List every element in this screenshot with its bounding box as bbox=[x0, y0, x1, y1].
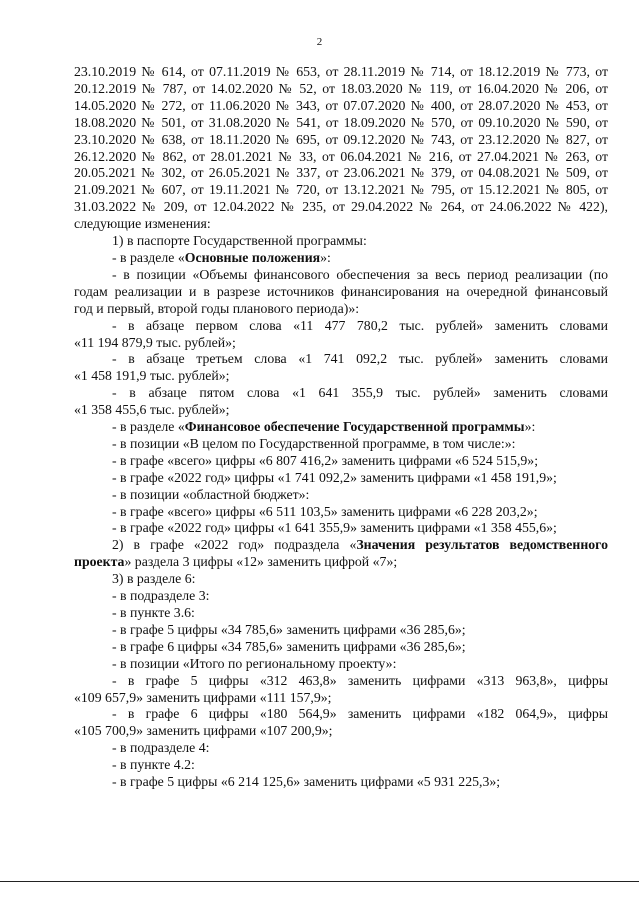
fin-line: - в графе «всего» цифры «6 511 103,5» заменить цифрами «6 228 203,2»; bbox=[112, 503, 538, 519]
abzac-3-line: «1 458 191,9 тыс. рублей»; bbox=[74, 368, 230, 384]
intro-line: 23.10.2019 № 614, от 07.11.2019 № 653, от 28.11.2019 № 714, от 18.12.2019 № 773, от bbox=[74, 64, 608, 79]
document-body bbox=[74, 64, 608, 791]
fin-line: - в графе «2022 год» цифры «1 641 355,9» заменить цифрами «1 358 455,6»; bbox=[112, 520, 557, 536]
abzac-5-line: - в абзаце пятом слова «1 641 355,9 тыс. рублей» заменить словами bbox=[112, 385, 608, 401]
item-3-line: - в графе 5 цифры «34 785,6» заменить цифрами «36 285,6»; bbox=[112, 621, 466, 637]
item-3-tail-line: - в подразделе 4: bbox=[112, 740, 210, 756]
abzac-3-line: - в абзаце третьем слова «1 741 092,2 тыс. рублей» заменить словами bbox=[112, 351, 608, 367]
page-number: 2 bbox=[316, 36, 323, 48]
total-5-line: «109 657,9» заменить цифрами «111 157,9»; bbox=[74, 689, 332, 705]
item-2-line: 2) в графе «2022 год» подраздела «Значения результатов ведомственного bbox=[112, 537, 608, 553]
item-3-line: 3) в разделе 6: bbox=[112, 571, 196, 587]
funding-volume-line: годам реализации и в разрезе источников финансирования на очередной финансовый bbox=[74, 283, 608, 299]
section-fin-line: - в разделе «Финансовое обеспечение Государственной программы»: bbox=[112, 419, 536, 435]
fin-line: - в графе «2022 год» цифры «1 741 092,2» заменить цифрами «1 458 191,9»; bbox=[112, 469, 557, 485]
abzac-5-line: «1 358 455,6 тыс. рублей»; bbox=[74, 402, 230, 418]
item-2-bold: проекта bbox=[74, 554, 125, 570]
item-2-bold: Значения результатов ведомственного bbox=[356, 537, 608, 553]
item-2-line: проекта» раздела 3 цифры «12» заменить цифрой «7»; bbox=[74, 554, 398, 570]
item-3-line: - в позиции «Итого по региональному проекту»: bbox=[112, 655, 397, 671]
section-main-line: - в разделе «Основные положения»: bbox=[112, 249, 331, 265]
abzac-1-line: - в абзаце первом слова «11 477 780,2 тыс. рублей» заменить словами bbox=[112, 317, 608, 333]
intro-line: 23.10.2020 № 638, от 18.11.2020 № 695, от 09.12.2020 № 743, от 23.12.2020 № 827, от bbox=[74, 131, 608, 147]
total-6-line: «105 700,9» заменить цифрами «107 200,9»; bbox=[74, 723, 333, 739]
item-3-line: - в пункте 3.6: bbox=[112, 605, 195, 620]
fin-line: - в позиции «В целом по Государственной программе, в том числе:»: bbox=[112, 435, 516, 451]
intro-line: 18.08.2020 № 501, от 31.08.2020 № 541, от 18.09.2020 № 570, от 09.10.2020 № 590, от bbox=[74, 114, 608, 130]
total-6-line: - в графе 6 цифры «180 564,9» заменить цифрами «182 064,9», цифры bbox=[112, 706, 608, 722]
intro-line: 14.05.2020 № 272, от 11.06.2020 № 343, от 07.07.2020 № 400, от 28.07.2020 № 453, от bbox=[74, 97, 608, 113]
item-3-line: - в графе 6 цифры «34 785,6» заменить цифрами «36 285,6»; bbox=[112, 638, 466, 654]
abzac-1-line: «11 194 879,9 тыс. рублей»; bbox=[74, 334, 236, 350]
intro-line: 26.12.2020 № 862, от 28.01.2021 № 33, от 06.04.2021 № 216, от 27.04.2021 № 263, от bbox=[74, 148, 608, 164]
item-1: 1) в паспорте Государственной программы: bbox=[112, 233, 367, 249]
changes-heading: следующие изменения: bbox=[74, 216, 211, 232]
item-3-tail-line: - в графе 5 цифры «6 214 125,6» заменить цифрами «5 931 225,3»; bbox=[112, 774, 501, 790]
item-3-tail-line: - в пункте 4.2: bbox=[112, 757, 195, 773]
intro-line: 21.09.2021 № 607, от 19.11.2021 № 720, от 13.12.2021 № 795, от 15.12.2021 № 805, от bbox=[74, 182, 608, 198]
total-5-line: - в графе 5 цифры «312 463,8» заменить цифрами «313 963,8», цифры bbox=[112, 672, 608, 688]
fin-line: - в графе «всего» цифры «6 807 416,2» заменить цифрами «6 524 515,9»; bbox=[112, 452, 539, 468]
funding-volume-line: год и первый, второй годы планового периода)»: bbox=[74, 300, 360, 316]
item-3-line: - в подразделе 3: bbox=[112, 588, 210, 604]
intro-line: 20.12.2019 № 787, от 14.02.2020 № 52, от 18.03.2020 № 119, от 16.04.2020 № 206, от bbox=[74, 80, 608, 96]
fin-line: - в позиции «областной бюджет»: bbox=[112, 486, 310, 502]
intro-line: 31.03.2022 № 209, от 12.04.2022 № 235, от 29.04.2022 № 264, от 24.06.2022 № 422), bbox=[74, 199, 608, 215]
section-main-title: Основные положения bbox=[184, 249, 321, 265]
section-fin-title: Финансовое обеспечение Государственной программы bbox=[184, 419, 525, 435]
funding-volume-line: - в позиции «Объемы финансового обеспечения за весь период реализации (по bbox=[112, 266, 608, 282]
bottom-divider bbox=[0, 881, 639, 882]
intro-line: 20.05.2021 № 302, от 26.05.2021 № 337, от 23.06.2021 № 379, от 04.08.2021 № 509, от bbox=[74, 165, 608, 181]
